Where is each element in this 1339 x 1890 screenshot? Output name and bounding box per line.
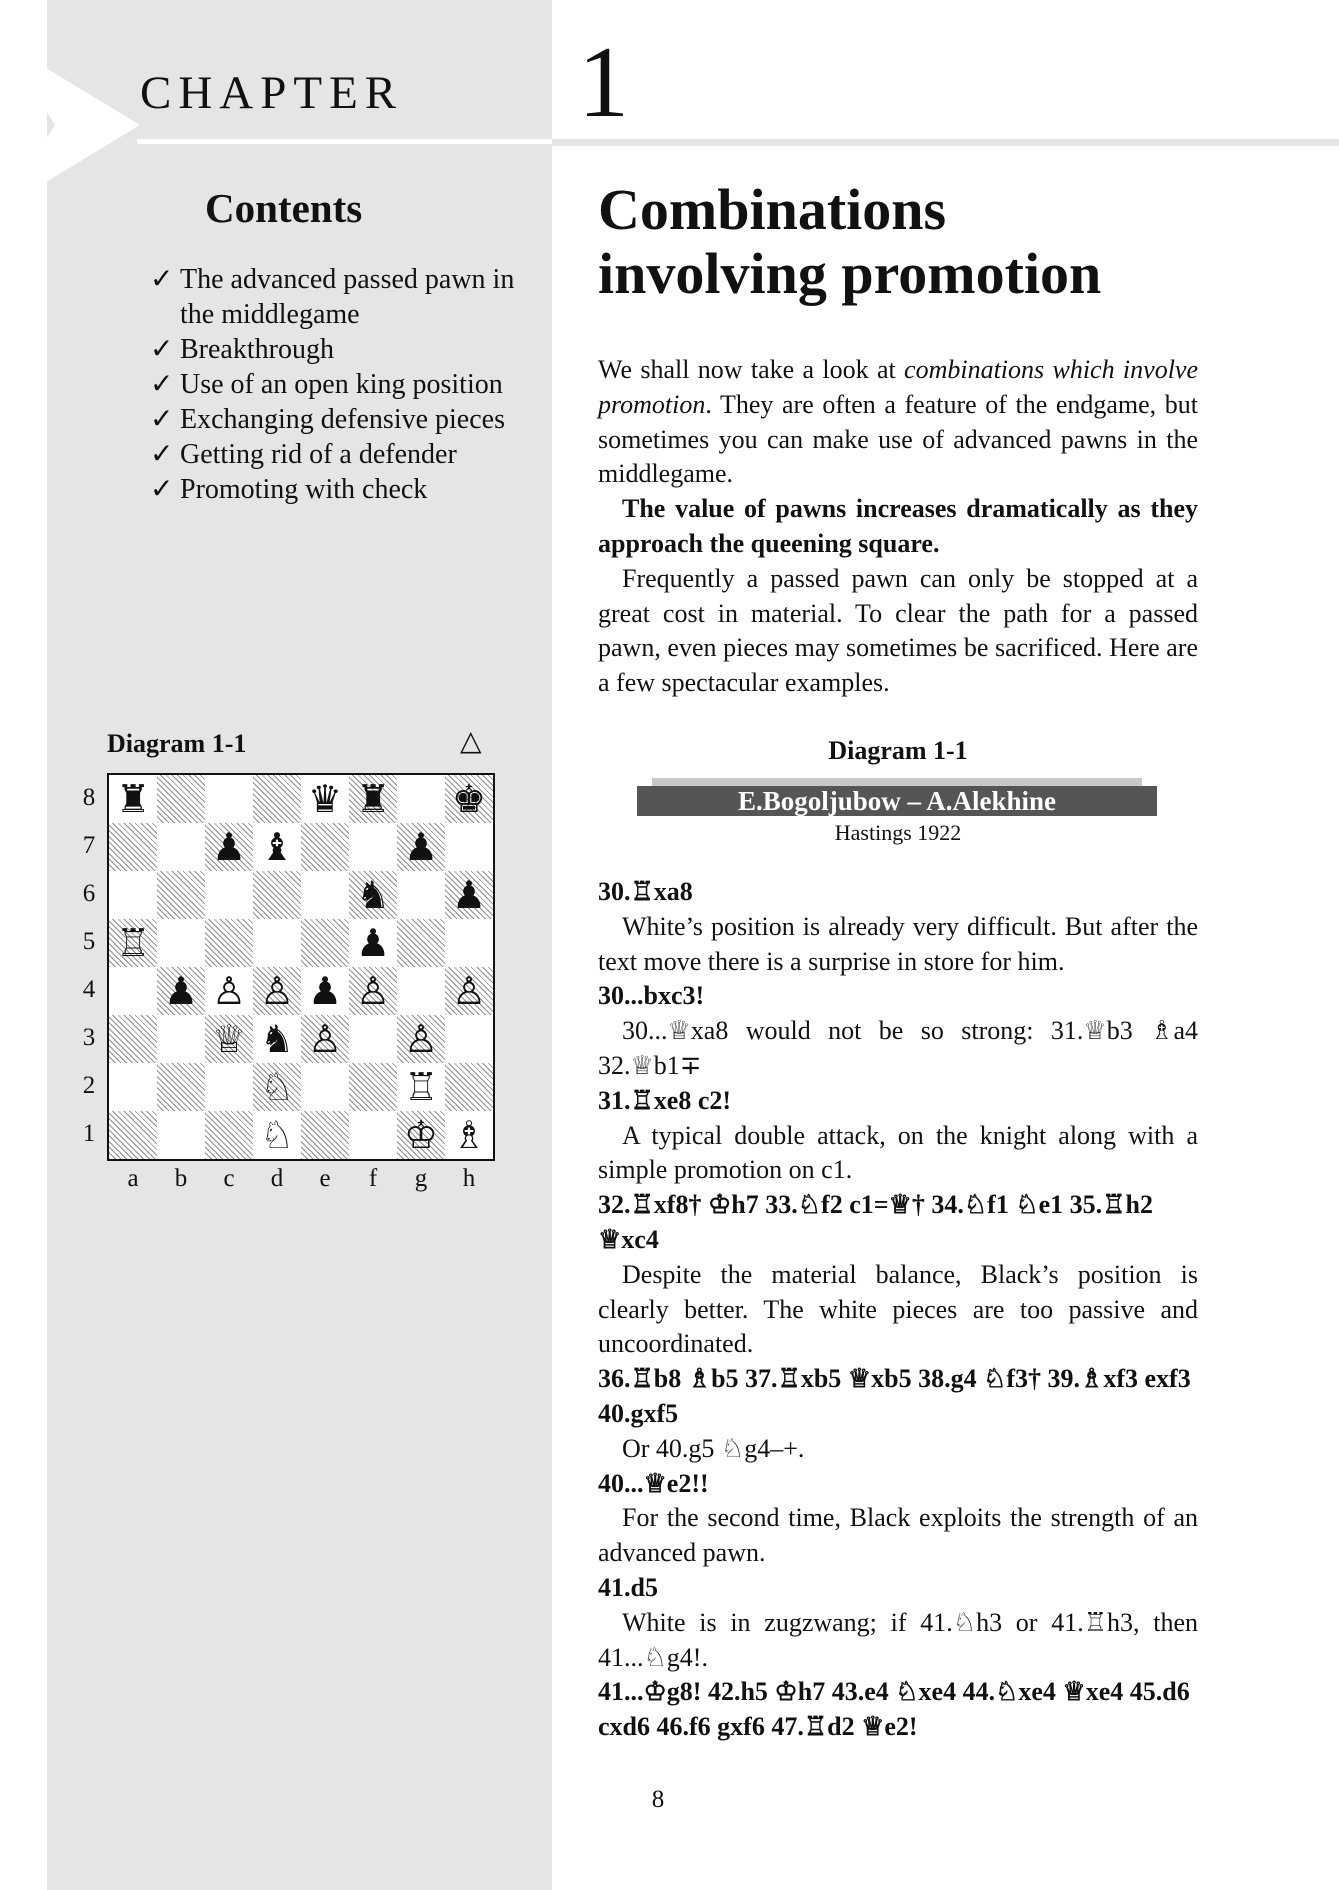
chapter-heading: CHAPTER: [140, 67, 404, 119]
check-icon: ✓: [150, 369, 174, 400]
sidebar-header-rule: [137, 139, 552, 144]
comment: 30...♕xa8 would not be so strong: 31.♕b3 ♗a4 32.♕b1∓: [598, 1016, 1198, 1080]
check-icon: ✓: [150, 334, 174, 365]
comment: White’s position is already very difficult. But after the text move there is a surprise in store for him.: [598, 911, 1198, 976]
square-b3: [157, 1015, 205, 1063]
move-line: 40...♕e2!!: [598, 1468, 709, 1498]
square-b6: [157, 871, 205, 919]
square-d2: ♘: [253, 1063, 301, 1111]
square-a6: [109, 871, 157, 919]
square-c8: [205, 775, 253, 823]
square-c1: [205, 1111, 253, 1159]
intro-italic: combinations which involve promotion: [598, 355, 1198, 419]
square-h8: ♚: [445, 775, 493, 823]
square-a5: ♖: [109, 919, 157, 967]
contents-title: Contents: [205, 185, 363, 231]
check-icon: ✓: [150, 264, 174, 295]
chess-board: [107, 773, 495, 1161]
intro-part-1: We shall now take a look at: [598, 355, 905, 384]
square-g5: [397, 919, 445, 967]
check-icon: ✓: [150, 474, 174, 505]
intro-text: [598, 353, 1198, 701]
square-f1: [349, 1111, 397, 1159]
square-g6: [397, 871, 445, 919]
players-bar-shadow: [652, 778, 1142, 786]
contents-item: [150, 437, 550, 472]
rank-label: 1: [82, 1120, 96, 1147]
square-f8: ♜: [349, 775, 397, 823]
move-line: 32.♖xf8† ♔h7 33.♘f2 c1=♕† 34.♘f1 ♘e1 35.♖h2 ♕xc4: [598, 1190, 1153, 1254]
square-b1: [157, 1111, 205, 1159]
square-c6: [205, 871, 253, 919]
square-c4: ♙: [205, 967, 253, 1015]
contents-item: [150, 402, 550, 437]
file-label: f: [368, 1165, 378, 1192]
file-label: c: [223, 1165, 235, 1192]
square-a3: [109, 1015, 157, 1063]
square-e5: [301, 919, 349, 967]
comment: Despite the material balance, Black’s position is clearly better. The white pieces are too passive and uncoordinated.: [598, 1259, 1198, 1359]
move-line: 31.♖xe8 c2!: [598, 1085, 732, 1115]
intro-part-2: . They are often a feature of the endgame, but sometimes you can make use of advanced pawns in the middlegame.: [598, 389, 1198, 489]
chapter-number: 1: [578, 26, 629, 139]
square-f5: ♟: [349, 919, 397, 967]
square-e7: [301, 823, 349, 871]
file-label: b: [174, 1165, 188, 1192]
square-h1: ♗: [445, 1111, 493, 1159]
square-f4: ♙: [349, 967, 397, 1015]
square-d4: ♙: [253, 967, 301, 1015]
move-line: 30.♖xa8: [598, 877, 693, 906]
chapter-arrow-graphic: [0, 40, 140, 210]
square-h7: [445, 823, 493, 871]
square-g4: [397, 967, 445, 1015]
bold-statement: The value of pawns increases dramatically as they approach the queening square.: [598, 494, 1198, 558]
square-f2: [349, 1063, 397, 1111]
square-e4: ♟: [301, 967, 349, 1015]
square-d1: ♘: [253, 1111, 301, 1159]
square-h6: ♟: [445, 871, 493, 919]
square-g2: ♖: [397, 1063, 445, 1111]
rank-label: 4: [82, 976, 96, 1003]
move-line: 36.♖b8 ♗b5 37.♖xb5 ♕xb5 38.g4 ♘f3† 39.♗xf3 exf3 40.gxf5: [598, 1364, 1191, 1428]
comment: White is in zugzwang; if 41.♘h3 or 41.♖h3, then 41...♘g4!.: [598, 1607, 1198, 1672]
game-diagram-label: Diagram 1-1: [828, 736, 968, 765]
move-line: 41...♔g8! 42.h5 ♔h7 43.e4 ♘xe4 44.♘xe4 ♕xe4 45.d6 cxd6 46.f6 gxf6 47.♖d2 ♕e2!: [598, 1677, 1190, 1742]
contents-item-label: Use of an open king position: [180, 369, 503, 400]
intro-paragraph-2: Frequently a passed pawn can only be stopped at a great cost in material. To clear the path for a passed pawn, even pieces may sometimes be sacrificed. Here are a few spectacular examples.: [598, 563, 1198, 698]
square-b2: [157, 1063, 205, 1111]
rank-label: 3: [82, 1024, 96, 1051]
square-a7: [109, 823, 157, 871]
square-e2: [301, 1063, 349, 1111]
article-title: [598, 178, 1101, 306]
square-b4: ♟: [157, 967, 205, 1015]
square-g8: [397, 775, 445, 823]
comment: Or 40.g5 ♘g4–+.: [622, 1433, 805, 1463]
square-d5: [253, 919, 301, 967]
intro-paragraph: [598, 353, 1198, 492]
contents-item-label: Exchanging defensive pieces: [180, 404, 505, 435]
comment: For the second time, Black exploits the strength of an advanced pawn.: [598, 1503, 1198, 1568]
file-label: e: [319, 1165, 331, 1192]
move-line: 41.d5: [598, 1572, 658, 1602]
square-g1: ♔: [397, 1111, 445, 1159]
contents-item: [150, 472, 550, 507]
contents-item: [150, 262, 550, 332]
square-g3: ♙: [397, 1015, 445, 1063]
square-a1: [109, 1111, 157, 1159]
rank-label: 5: [82, 928, 96, 955]
check-icon: ✓: [150, 439, 174, 470]
move-line: 30...bxc3!: [598, 981, 705, 1011]
check-icon: ✓: [150, 404, 174, 435]
square-c3: ♕: [205, 1015, 253, 1063]
square-h2: [445, 1063, 493, 1111]
title-line-1: Combinations: [598, 177, 947, 242]
contents-item-label: Breakthrough: [180, 334, 334, 365]
square-c5: [205, 919, 253, 967]
file-label: a: [127, 1165, 139, 1192]
square-h4: ♙: [445, 967, 493, 1015]
square-e1: [301, 1111, 349, 1159]
rank-label: 7: [82, 832, 96, 859]
square-b5: [157, 919, 205, 967]
contents-list: [150, 262, 550, 507]
square-b8: [157, 775, 205, 823]
square-b7: [157, 823, 205, 871]
square-f7: [349, 823, 397, 871]
contents-item: [150, 332, 550, 367]
file-label: h: [462, 1165, 476, 1192]
square-e8: ♛: [301, 775, 349, 823]
sidebar-diagram-label: Diagram 1-1: [107, 729, 247, 758]
square-d3: ♞: [253, 1015, 301, 1063]
rank-label: 8: [82, 784, 96, 811]
contents-item-label: Promoting with check: [180, 474, 428, 505]
file-label: d: [270, 1165, 284, 1192]
title-line-2: involving promotion: [598, 241, 1102, 306]
players-banner: E.Bogoljubow – A.Alekhine: [637, 786, 1157, 816]
square-c7: ♟: [205, 823, 253, 871]
square-h3: [445, 1015, 493, 1063]
game-annotation: [598, 875, 1198, 1745]
square-g7: ♟: [397, 823, 445, 871]
page-number: 8: [651, 1786, 665, 1813]
contents-item: [150, 367, 550, 402]
comment: A typical double attack, on the knight along with a simple promotion on c1.: [598, 1120, 1198, 1185]
square-e3: ♙: [301, 1015, 349, 1063]
contents-item-label: Getting rid of a defender: [180, 439, 457, 470]
square-e6: [301, 871, 349, 919]
game-event: Hastings 1922: [834, 820, 962, 845]
white-to-move-icon: △: [460, 724, 482, 757]
square-a2: [109, 1063, 157, 1111]
square-h5: [445, 919, 493, 967]
file-label: g: [414, 1165, 428, 1192]
rank-label: 6: [82, 880, 96, 907]
rank-label: 2: [82, 1072, 96, 1099]
header-rule: [552, 139, 1339, 146]
square-f3: [349, 1015, 397, 1063]
square-f6: ♞: [349, 871, 397, 919]
square-a4: [109, 967, 157, 1015]
square-c2: [205, 1063, 253, 1111]
contents-item-label: The advanced passed pawn in the middlegame: [180, 264, 515, 330]
square-d6: [253, 871, 301, 919]
square-d8: [253, 775, 301, 823]
square-d7: ♝: [253, 823, 301, 871]
square-a8: ♜: [109, 775, 157, 823]
